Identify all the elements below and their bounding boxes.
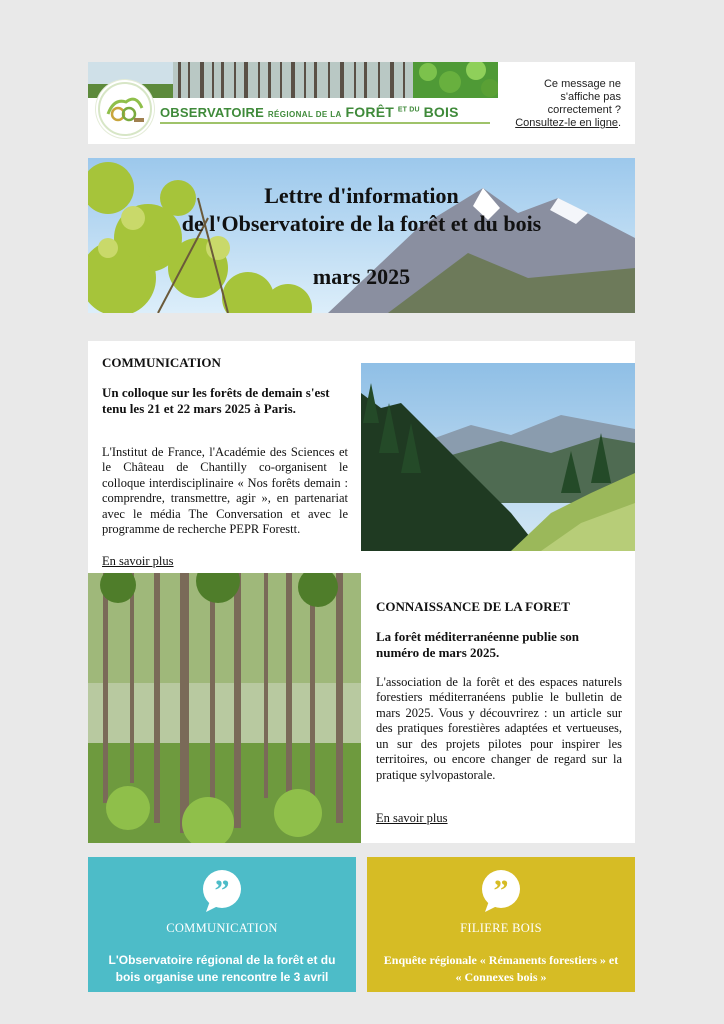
banner-word: FORÊT xyxy=(345,104,394,120)
hero-banner xyxy=(88,158,635,313)
article-headline: La forêt méditerranéenne publie son numéro de mars 2025. xyxy=(376,628,579,660)
hero-title-line: Lettre d'information xyxy=(264,183,459,208)
article-body: L'association de la forêt et des espaces naturels forestiers méditerranéens publie le bulletin de mars 2025. Vous y découvrirez : un article sur des pratiques forestières adaptées et vertueuses, un sur des projets pilotes pour inspirer les territoires, ou encore changer de regard sur la pratique sylvopastorale. xyxy=(376,674,622,782)
card-title: FILIERE BOIS xyxy=(460,921,542,935)
notice-text: Ce message ne s'affiche pas correctement ? xyxy=(543,78,621,116)
notice-tail: . xyxy=(617,117,621,129)
banner-title xyxy=(160,104,490,120)
mountain-forest-photo[interactable] xyxy=(361,363,635,551)
articles-section xyxy=(88,341,635,843)
banner-word: BOIS xyxy=(423,104,459,120)
card-text: Enquête régionale « Rémanents forestiers » et « Connexes bois » xyxy=(383,953,619,984)
article-kicker: COMMUNICATION xyxy=(102,355,221,370)
svg-text:”: ” xyxy=(214,874,230,907)
read-more-link[interactable]: En savoir plus xyxy=(376,811,448,825)
newsletter-header xyxy=(88,62,635,144)
hero-title xyxy=(88,182,635,238)
article-communication xyxy=(102,355,348,569)
card-communication[interactable] xyxy=(88,857,356,992)
hero-title-line: de l'Observatoire de la forêt et du bois xyxy=(181,211,542,236)
article-connaissance xyxy=(376,599,622,827)
read-more-link[interactable]: En savoir plus xyxy=(102,553,174,568)
card-filiere-bois[interactable] xyxy=(367,857,635,992)
pine-forest-photo[interactable] xyxy=(88,573,361,843)
observatoire-banner[interactable] xyxy=(88,62,498,144)
quote-bubble-icon xyxy=(479,869,523,913)
banner-word: RÉGIONAL DE LA xyxy=(267,110,342,119)
hero-date: mars 2025 xyxy=(312,264,411,289)
banner-word: OBSERVATOIRE xyxy=(160,105,265,120)
view-online-notice xyxy=(511,78,621,130)
banner-word: ET DU xyxy=(397,106,420,114)
view-online-link[interactable]: Consultez-le en ligne xyxy=(515,117,618,129)
card-text: L'Observatoire régional de la forêt et du bois organise une rencontre le 3 avril xyxy=(108,953,336,984)
article-kicker: CONNAISSANCE DE LA FORET xyxy=(376,599,570,614)
card-title: COMMUNICATION xyxy=(166,921,278,935)
svg-text:”: ” xyxy=(493,874,509,907)
logo-emblem xyxy=(96,80,154,138)
banner-rule xyxy=(160,122,490,124)
article-headline: Un colloque sur les forêts de demain s'est tenu les 21 et 22 mars 2025 à Paris. xyxy=(102,384,330,416)
quote-bubble-icon xyxy=(200,869,244,913)
article-body: L'Institut de France, l'Académie des Sciences et le Château de Chantilly co-organisent le colloque interdisciplinaire « Nos forêts demain : comprendre, transmettre, agir », en partenariat avec le média The Conversation et avec le programme de recherche PEPR Forestt. xyxy=(102,444,348,536)
